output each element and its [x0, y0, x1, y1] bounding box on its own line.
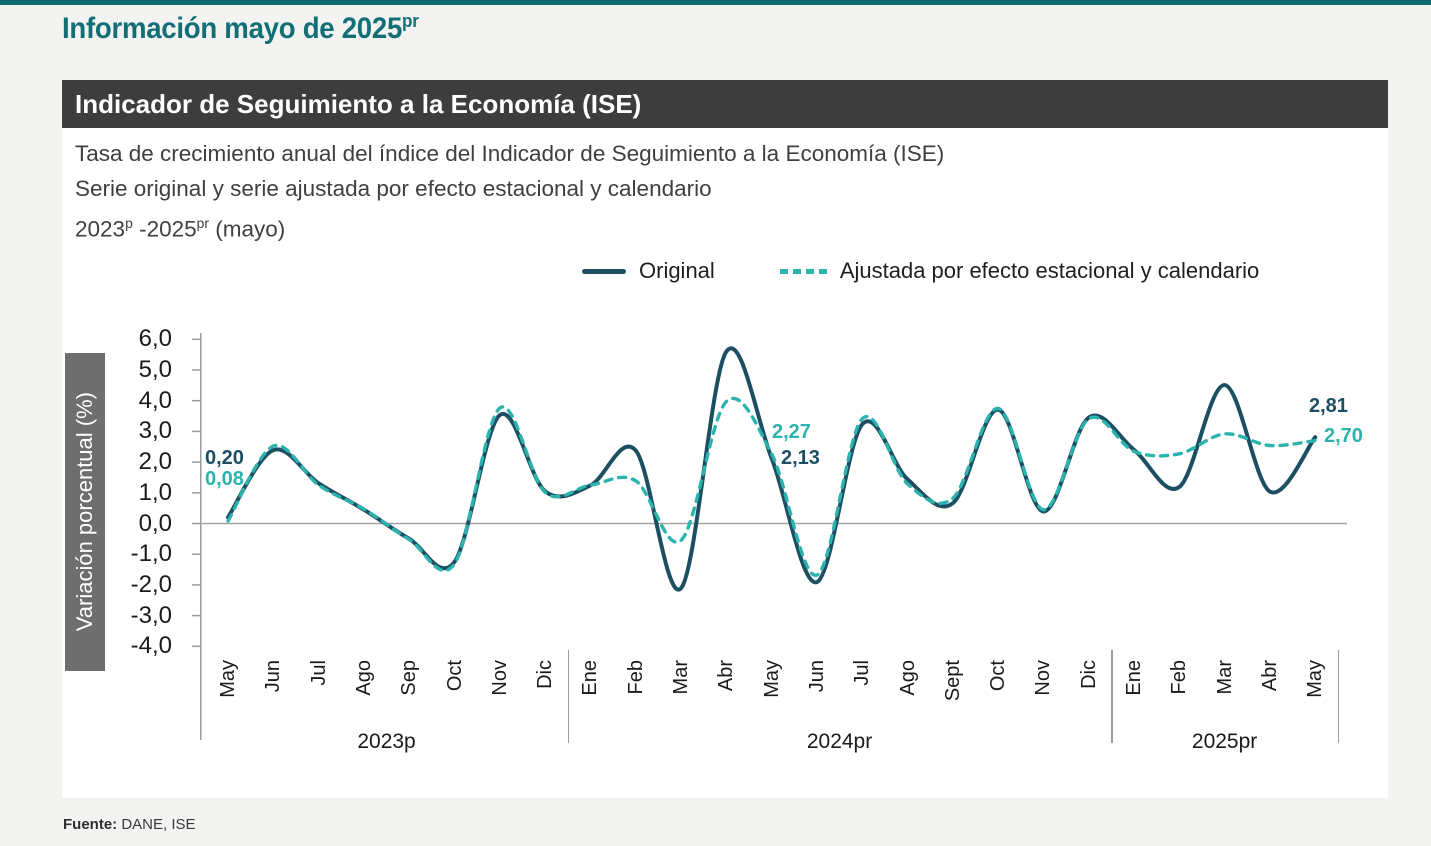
y-tick-label: -2,0	[130, 570, 172, 598]
y-tick-label: -3,0	[130, 601, 172, 629]
y-tick-label: 6,0	[138, 325, 172, 353]
y-tick-label: 3,0	[138, 417, 172, 445]
x-month-label: Feb	[1168, 660, 1191, 695]
legend-original-line-swatch	[582, 269, 626, 274]
x-month-label: Oct	[443, 660, 466, 692]
y-tick-label: 0,0	[138, 509, 172, 537]
subtitle-line-2: Serie original y serie ajustada por efecto estacional y calendario	[75, 175, 712, 201]
x-month-label: Jul	[307, 660, 330, 686]
chart-legend	[582, 258, 1259, 284]
x-month-label: Jul	[851, 660, 874, 686]
page-title-superscript: pr	[402, 10, 419, 31]
x-month-label: Nov	[1032, 660, 1055, 696]
x-month-label: Dic	[1077, 660, 1100, 689]
legend-adjusted-line-swatch	[780, 269, 827, 274]
year-label: 2023p	[357, 730, 416, 753]
chart-subtitle-block	[62, 128, 1388, 247]
x-month-label: May	[1304, 660, 1327, 698]
subtitle-line-1: Tasa de crecimiento anual del índice del Indicador de Seguimiento a la Economía (ISE)	[75, 141, 945, 166]
subtitle-line-3: 2023$^p$ $-2025^{pr}$ (mayo)	[75, 215, 286, 242]
y-axis-title: Variación porcentual (%)	[72, 392, 97, 632]
x-month-label: Nov	[488, 660, 511, 696]
x-month-label: May	[760, 660, 783, 698]
period-superscript-p: p	[125, 215, 133, 231]
x-month-label: Oct	[987, 660, 1010, 692]
source-note	[63, 816, 196, 833]
x-month-label: May	[217, 660, 239, 698]
x-month-label: Abr	[715, 660, 738, 692]
x-month-label: Feb	[624, 660, 647, 695]
y-tick-label: 1,0	[138, 478, 172, 506]
data-label-0_20: 0,20	[205, 447, 244, 469]
card-header-title: Indicador de Seguimiento a la Economía (ISE)	[75, 89, 642, 119]
x-month-label: Ago	[352, 660, 375, 696]
report-card	[62, 80, 1388, 798]
x-month-label: Sep	[398, 660, 421, 696]
y-axis-title-bar	[65, 353, 105, 671]
source-value: DANE, ISE	[121, 816, 196, 833]
y-tick-label: 2,0	[138, 448, 172, 476]
x-month-label: Dic	[534, 660, 557, 689]
year-separator	[1111, 650, 1113, 743]
source-label: Fuente:	[63, 816, 118, 833]
x-month-label: Mar	[670, 660, 692, 695]
y-tick-label: 5,0	[138, 356, 172, 383]
top-accent-bar	[0, 0, 1431, 5]
page-title	[62, 10, 419, 46]
card-header-bar	[62, 80, 1388, 128]
y-tick-label: -1,0	[130, 540, 172, 568]
x-month-label: Ago	[896, 660, 919, 696]
year-separator	[568, 650, 570, 743]
x-month-label: Jun	[805, 660, 828, 693]
data-label-2_13: 2,13	[781, 447, 820, 469]
x-month-label: Ene	[579, 660, 602, 696]
period-superscript-pr: pr	[196, 215, 210, 231]
x-month-label: Ene	[1123, 660, 1145, 696]
data-label-2_27: 2,27	[772, 421, 811, 443]
x-month-label: Jun	[262, 660, 285, 693]
year-label: 2025pr	[1191, 730, 1258, 753]
data-label-2_81: 2,81	[1309, 395, 1348, 417]
legend-adjusted-label: Ajustada por efecto estacional y calendario	[839, 258, 1260, 283]
year-label: 2024pr	[806, 730, 873, 753]
data-label-2_70: 2,70	[1324, 425, 1363, 447]
ise-line-chart	[65, 325, 1395, 792]
year-separator	[1338, 650, 1340, 743]
x-month-label: Mar	[1213, 660, 1236, 695]
page-title-text: Información mayo de 2025	[62, 12, 403, 45]
data-label-0_08: 0,08	[205, 468, 244, 490]
y-tick-label: -4,0	[130, 632, 172, 660]
x-month-label: Abr	[1258, 660, 1281, 692]
y-tick-label: 4,0	[138, 386, 172, 414]
series-line-original	[228, 348, 1315, 589]
legend-original-label: Original	[639, 258, 715, 283]
x-month-label: Sept	[941, 660, 964, 702]
